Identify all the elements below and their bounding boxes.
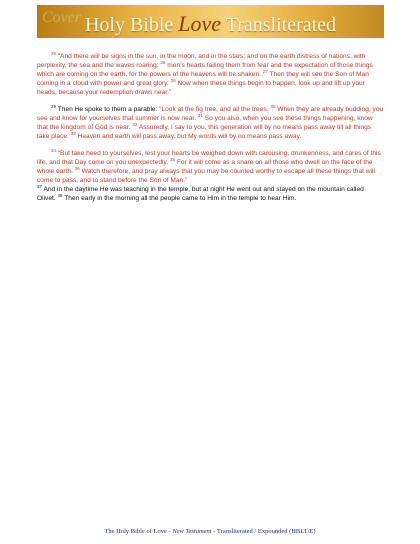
- verse-26: men’s hearts failing them from fear and the expectation of those things which are coming on the earth, for the powers of the heavens will be shaken.: [37, 62, 373, 78]
- banner-title-post: Transliterated: [225, 14, 337, 36]
- verse-number: 25: [51, 50, 57, 56]
- verse-number: 33: [70, 130, 76, 136]
- verse-number: 32: [132, 121, 138, 127]
- verse-29-words: “Look at the fig tree, and all the trees.: [159, 106, 269, 113]
- verse-number: 29: [51, 103, 57, 109]
- banner-title: [37, 11, 384, 37]
- verse-28: Now when these things begin to happen, look up and lift up your heads, because your redemption draws near.”: [37, 80, 365, 96]
- banner-ghost-text: Cover: [42, 9, 82, 26]
- verse-number: 36: [74, 165, 80, 171]
- footer-pre: The Holy Bible of Love -: [104, 528, 173, 535]
- verse-number: 30: [270, 103, 276, 109]
- footer-post: - Transliterated / Expounded (HBLT/E): [211, 528, 316, 535]
- verse-25: “And there will be signs in the sun, in the moon, and in the stars; and on the earth distress of nations, with perplexity, the sea and the waves roaring;: [37, 53, 366, 69]
- paragraph-1: [37, 52, 384, 97]
- verse-38: Then early in the morning all the people came to Him in the temple to hear Him.: [64, 195, 297, 202]
- verse-31: So you also, when you see these things happening, know that the kingdom of God is near.: [37, 115, 373, 131]
- scripture-text: [37, 52, 384, 211]
- verse-33: Heaven and earth will pass away, but My words will by no means pass away.: [77, 133, 302, 140]
- verse-number: 31: [197, 112, 203, 118]
- verse-number: 37: [37, 183, 43, 189]
- verse-34: “But take heed to yourselves, lest your hearts be weighed down with carousing, drunkenness, and cares of this life, and that Day come on you unexpectedly.: [37, 150, 381, 166]
- verse-36: Watch therefore, and pray always that you may be counted worthy to escape all these things that will come to pass, and to stand before the Son of Man.”: [37, 168, 375, 184]
- verse-number: 38: [57, 192, 63, 198]
- paragraph-3: [37, 149, 384, 203]
- page-footer: [0, 528, 420, 535]
- verse-number: 28: [170, 77, 176, 83]
- verse-37: And in the daytime He was teaching in the temple, but at night He went out and stayed on the mountain called Olivet.: [37, 186, 364, 202]
- verse-29-narration: Then He spoke to them a parable:: [57, 106, 158, 113]
- title-banner: [37, 5, 384, 38]
- verse-32: Assuredly, I say to you, this generation will by no means pass away till all things take place.: [37, 124, 372, 140]
- banner-title-love: Love: [178, 11, 222, 36]
- verse-number: 35: [169, 156, 175, 162]
- verse-number: 26: [160, 59, 166, 65]
- verse-number: 27: [262, 68, 268, 74]
- verse-35: For it will come as a snare on all those who dwell on the face of the whole earth.: [37, 159, 373, 175]
- paragraph-2: [37, 105, 384, 141]
- verse-number: 34: [51, 147, 57, 153]
- verse-30: When they are already budding, you see and know for yourselves that summer is now near.: [37, 106, 384, 122]
- banner-title-pre: Holy Bible: [84, 14, 174, 36]
- footer-new-testament: New Testament: [172, 528, 212, 535]
- verse-27: Then they will see the Son of Man coming in a cloud with power and great glory.: [37, 71, 369, 87]
